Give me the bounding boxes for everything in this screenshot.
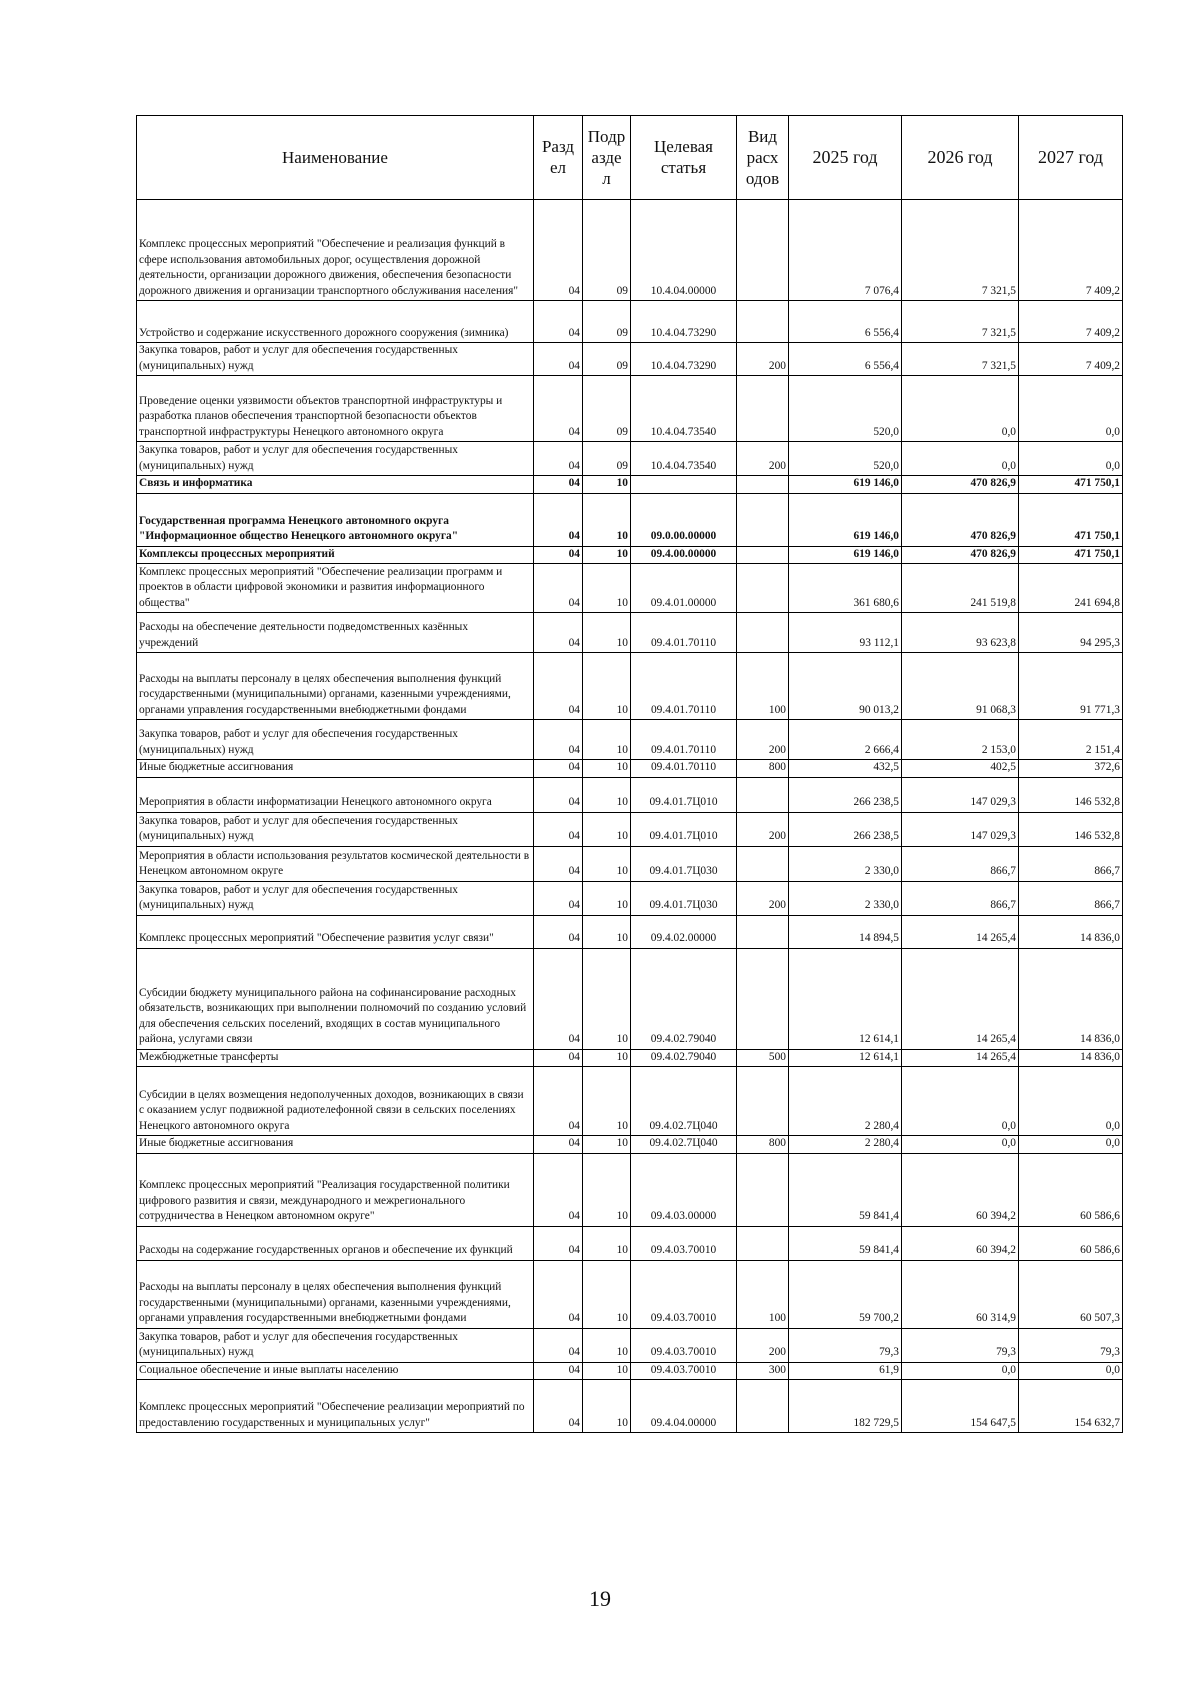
cell-razdel: 04: [534, 653, 583, 720]
cell-vid: 300: [737, 1362, 789, 1380]
cell-2026: 14 265,4: [902, 915, 1019, 948]
cell-2025: 619 146,0: [789, 546, 902, 564]
cell-2026: 7 321,5: [902, 343, 1019, 376]
table-row: [137, 476, 1123, 494]
cell-podrazdel: 10: [583, 1380, 631, 1433]
cell-podrazdel: 10: [583, 881, 631, 915]
cell-vid: 100: [737, 653, 789, 720]
cell-podrazdel: 10: [583, 1136, 631, 1154]
cell-2026: 154 647,5: [902, 1380, 1019, 1433]
cell-podrazdel: 10: [583, 777, 631, 812]
cell-vid: 200: [737, 812, 789, 846]
cell-2025: 2 280,4: [789, 1067, 902, 1136]
cell-razdel: 04: [534, 1067, 583, 1136]
cell-article: 09.4.01.70110: [631, 720, 737, 760]
cell-2026: 60 394,2: [902, 1226, 1019, 1260]
header-vid: [737, 116, 789, 200]
cell-podrazdel: 10: [583, 915, 631, 948]
cell-podrazdel: 10: [583, 1226, 631, 1260]
cell-article: [631, 476, 737, 494]
table-row: [137, 948, 1123, 1049]
cell-podrazdel: 10: [583, 1362, 631, 1380]
cell-name: Мероприятия в области информатизации Ненецкого автономного округа: [137, 777, 534, 812]
cell-article: 10.4.04.73540: [631, 376, 737, 442]
cell-2025: 182 729,5: [789, 1380, 902, 1433]
cell-2027: 0,0: [1019, 1067, 1123, 1136]
cell-2027: 79,3: [1019, 1328, 1123, 1362]
table-row: [137, 1328, 1123, 1362]
cell-name: Государственная программа Ненецкого автономного округа "Информационное общество Ненецкого автономного округа": [137, 493, 534, 546]
cell-razdel: 04: [534, 846, 583, 881]
cell-2025: 2 330,0: [789, 846, 902, 881]
cell-podrazdel: 10: [583, 846, 631, 881]
cell-2025: 12 614,1: [789, 1049, 902, 1067]
cell-2025: 7 076,4: [789, 200, 902, 301]
cell-razdel: 04: [534, 376, 583, 442]
cell-2025: 12 614,1: [789, 948, 902, 1049]
cell-2027: 7 409,2: [1019, 200, 1123, 301]
header-vid-line3: одов: [745, 168, 780, 188]
table-row: [137, 1226, 1123, 1260]
cell-razdel: 04: [534, 915, 583, 948]
cell-article: 09.4.03.70010: [631, 1328, 737, 1362]
cell-vid: [737, 846, 789, 881]
cell-vid: [737, 476, 789, 494]
cell-2027: 471 750,1: [1019, 476, 1123, 494]
cell-razdel: 04: [534, 564, 583, 613]
cell-name: Комплекс процессных мероприятий "Обеспечение реализации программ и проектов в области цифровой экономики и развития информационного общества": [137, 564, 534, 613]
cell-article: 10.4.04.73290: [631, 343, 737, 376]
cell-vid: 800: [737, 760, 789, 778]
table-row: [137, 1067, 1123, 1136]
cell-vid: [737, 564, 789, 613]
cell-2026: 241 519,8: [902, 564, 1019, 613]
cell-2025: 90 013,2: [789, 653, 902, 720]
header-razdel: [534, 116, 583, 200]
cell-2027: 14 836,0: [1019, 915, 1123, 948]
cell-name: Закупка товаров, работ и услуг для обеспечения государственных (муниципальных) нужд: [137, 720, 534, 760]
cell-2025: 432,5: [789, 760, 902, 778]
table-row: [137, 1136, 1123, 1154]
cell-2027: 0,0: [1019, 1136, 1123, 1154]
cell-name: Субсидии бюджету муниципального района на софинансирование расходных обязательств, возникающих при выполнении полномочий по созданию условий для обеспечения сельских поселений, входящих в состав муниципального района, услугами связи: [137, 948, 534, 1049]
table-row: [137, 846, 1123, 881]
cell-razdel: 04: [534, 546, 583, 564]
cell-2027: 0,0: [1019, 376, 1123, 442]
table-row: [137, 564, 1123, 613]
cell-vid: [737, 493, 789, 546]
table-body: [137, 200, 1123, 1433]
cell-name: Иные бюджетные ассигнования: [137, 1136, 534, 1154]
table-row: [137, 881, 1123, 915]
cell-article: 09.4.04.00000: [631, 1380, 737, 1433]
cell-razdel: 04: [534, 1380, 583, 1433]
cell-2025: 266 238,5: [789, 812, 902, 846]
cell-name: Комплекс процессных мероприятий "Обеспечение развития услуг связи": [137, 915, 534, 948]
table-row: [137, 915, 1123, 948]
cell-name: Комплекс процессных мероприятий "Реализация государственной политики цифрового развития и связи, международного и межрегионального сотрудничества в Ненецком автономном округе": [137, 1153, 534, 1226]
cell-name: Иные бюджетные ассигнования: [137, 760, 534, 778]
cell-2026: 147 029,3: [902, 812, 1019, 846]
cell-razdel: 04: [534, 1260, 583, 1328]
cell-vid: [737, 200, 789, 301]
cell-name: Закупка товаров, работ и услуг для обеспечения государственных (муниципальных) нужд: [137, 343, 534, 376]
cell-2026: 0,0: [902, 1362, 1019, 1380]
cell-article: 10.4.04.73540: [631, 442, 737, 476]
cell-podrazdel: 10: [583, 1328, 631, 1362]
cell-2025: 61,9: [789, 1362, 902, 1380]
cell-podrazdel: 10: [583, 812, 631, 846]
cell-name: Комплекс процессных мероприятий "Обеспечение и реализация функций в сфере использования автомобильных дорог, осуществления дорожной деятельности, организации дорожного движения, обеспечения безопасности дорожного движения и организации транспортного обслуживания населения": [137, 200, 534, 301]
header-article-line2: статья: [660, 158, 707, 177]
cell-podrazdel: 10: [583, 493, 631, 546]
cell-2025: 2 666,4: [789, 720, 902, 760]
table-row: [137, 1362, 1123, 1380]
cell-vid: [737, 777, 789, 812]
cell-2026: 470 826,9: [902, 476, 1019, 494]
table-row: [137, 493, 1123, 546]
cell-2027: 146 532,8: [1019, 812, 1123, 846]
cell-2025: 266 238,5: [789, 777, 902, 812]
cell-razdel: 04: [534, 476, 583, 494]
table-row: [137, 301, 1123, 343]
cell-2027: 372,6: [1019, 760, 1123, 778]
cell-razdel: 04: [534, 812, 583, 846]
header-podrazdel-line1: Подр: [587, 126, 626, 146]
cell-article: 09.4.00.00000: [631, 546, 737, 564]
cell-2025: 619 146,0: [789, 493, 902, 546]
table-row: [137, 777, 1123, 812]
cell-2025: 59 841,4: [789, 1226, 902, 1260]
cell-name: Закупка товаров, работ и услуг для обеспечения государственных (муниципальных) нужд: [137, 1328, 534, 1362]
table-row: [137, 442, 1123, 476]
cell-razdel: 04: [534, 613, 583, 653]
header-year-2025: 2025 год: [789, 116, 902, 200]
cell-2027: 0,0: [1019, 1362, 1123, 1380]
cell-vid: 500: [737, 1049, 789, 1067]
header-name: Наименование: [137, 116, 534, 200]
cell-2026: 14 265,4: [902, 948, 1019, 1049]
cell-podrazdel: 10: [583, 653, 631, 720]
cell-article: 09.4.02.79040: [631, 1049, 737, 1067]
table-row: [137, 343, 1123, 376]
cell-podrazdel: 10: [583, 1260, 631, 1328]
cell-name: Закупка товаров, работ и услуг для обеспечения государственных (муниципальных) нужд: [137, 881, 534, 915]
cell-article: 09.4.03.70010: [631, 1226, 737, 1260]
cell-vid: [737, 613, 789, 653]
cell-2025: 93 112,1: [789, 613, 902, 653]
cell-name: Комплекс процессных мероприятий "Обеспечение реализации мероприятий по предоставлению государственных и муниципальных услуг": [137, 1380, 534, 1433]
cell-2025: 520,0: [789, 442, 902, 476]
cell-vid: [737, 1380, 789, 1433]
cell-vid: [737, 1226, 789, 1260]
cell-2026: 2 153,0: [902, 720, 1019, 760]
cell-vid: [737, 301, 789, 343]
cell-razdel: 04: [534, 442, 583, 476]
cell-2027: 14 836,0: [1019, 1049, 1123, 1067]
cell-2026: 0,0: [902, 376, 1019, 442]
cell-vid: 200: [737, 720, 789, 760]
cell-razdel: 04: [534, 1049, 583, 1067]
cell-2027: 471 750,1: [1019, 546, 1123, 564]
cell-razdel: 04: [534, 301, 583, 343]
cell-2027: 60 586,6: [1019, 1153, 1123, 1226]
cell-2027: 866,7: [1019, 846, 1123, 881]
table-row: [137, 1153, 1123, 1226]
header-podrazdel: [583, 116, 631, 200]
header-razdel-line2: ел: [549, 158, 567, 177]
header-year-2026: 2026 год: [902, 116, 1019, 200]
cell-vid: [737, 1067, 789, 1136]
cell-name: Закупка товаров, работ и услуг для обеспечения государственных (муниципальных) нужд: [137, 812, 534, 846]
cell-2027: 866,7: [1019, 881, 1123, 915]
cell-vid: [737, 1153, 789, 1226]
cell-2025: 14 894,5: [789, 915, 902, 948]
cell-2026: 93 623,8: [902, 613, 1019, 653]
cell-razdel: 04: [534, 493, 583, 546]
cell-vid: 200: [737, 881, 789, 915]
cell-podrazdel: 10: [583, 1067, 631, 1136]
cell-vid: 200: [737, 1328, 789, 1362]
cell-vid: 800: [737, 1136, 789, 1154]
cell-article: 09.4.01.70110: [631, 760, 737, 778]
cell-vid: [737, 948, 789, 1049]
cell-article: 09.4.02.7Ц040: [631, 1067, 737, 1136]
cell-name: Расходы на выплаты персоналу в целях обеспечения выполнения функций государственными (муниципальными) органами, казенными учреждениями, органами управления государственными внебюджетными фондами: [137, 1260, 534, 1328]
cell-2026: 402,5: [902, 760, 1019, 778]
cell-article: 09.4.03.70010: [631, 1260, 737, 1328]
page-number: 19: [589, 1586, 611, 1611]
cell-name: Расходы на выплаты персоналу в целях обеспечения выполнения функций государственными (муниципальными) органами, казенными учреждениями, органами управления государственными внебюджетными фондами: [137, 653, 534, 720]
table-row: [137, 1260, 1123, 1328]
cell-article: 09.4.01.7Ц010: [631, 777, 737, 812]
cell-name: Расходы на обеспечение деятельности подведомственных казённых учреждений: [137, 613, 534, 653]
table-row: [137, 200, 1123, 301]
header-vid-line2: расх: [746, 147, 779, 167]
cell-name: Проведение оценки уязвимости объектов транспортной инфраструктуры и разработка планов обеспечения транспортной безопасности объектов транспортной инфраструктуры Ненецкого автономного округа: [137, 376, 534, 442]
cell-name: Комплексы процессных мероприятий: [137, 546, 534, 564]
cell-podrazdel: 10: [583, 546, 631, 564]
table-row: [137, 613, 1123, 653]
table-row: [137, 1049, 1123, 1067]
cell-2027: 146 532,8: [1019, 777, 1123, 812]
cell-2027: 7 409,2: [1019, 301, 1123, 343]
cell-name: Связь и информатика: [137, 476, 534, 494]
cell-podrazdel: 09: [583, 343, 631, 376]
cell-2026: 60 394,2: [902, 1153, 1019, 1226]
cell-name: Субсидии в целях возмещения недополученных доходов, возникающих в связи с оказанием услуг подвижной радиотелефонной связи в сельских поселениях Ненецкого автономного округа: [137, 1067, 534, 1136]
header-vid-line1: Вид: [747, 126, 778, 146]
cell-2027: 2 151,4: [1019, 720, 1123, 760]
budget-table: [136, 115, 1123, 1433]
cell-razdel: 04: [534, 881, 583, 915]
cell-vid: 200: [737, 442, 789, 476]
cell-article: 09.4.01.70110: [631, 653, 737, 720]
cell-2026: 91 068,3: [902, 653, 1019, 720]
cell-2027: 471 750,1: [1019, 493, 1123, 546]
cell-2025: 6 556,4: [789, 301, 902, 343]
cell-article: 09.4.02.7Ц040: [631, 1136, 737, 1154]
cell-name: Расходы на содержание государственных органов и обеспечение их функций: [137, 1226, 534, 1260]
header-article-line1: Целевая: [653, 137, 714, 156]
cell-article: 09.4.02.00000: [631, 915, 737, 948]
table-header-row: [137, 116, 1123, 200]
cell-razdel: 04: [534, 1328, 583, 1362]
cell-podrazdel: 09: [583, 442, 631, 476]
cell-razdel: 04: [534, 948, 583, 1049]
cell-razdel: 04: [534, 720, 583, 760]
cell-article: 09.4.01.7Ц030: [631, 881, 737, 915]
cell-podrazdel: 09: [583, 301, 631, 343]
cell-name: Межбюджетные трансферты: [137, 1049, 534, 1067]
header-razdel-line1: Разд: [541, 137, 575, 156]
cell-2026: 0,0: [902, 442, 1019, 476]
cell-vid: [737, 915, 789, 948]
cell-article: 09.4.03.00000: [631, 1153, 737, 1226]
cell-article: 09.4.01.7Ц010: [631, 812, 737, 846]
cell-2026: 866,7: [902, 881, 1019, 915]
cell-2026: 866,7: [902, 846, 1019, 881]
cell-2026: 0,0: [902, 1067, 1019, 1136]
cell-2025: 361 680,6: [789, 564, 902, 613]
cell-podrazdel: 10: [583, 1153, 631, 1226]
cell-2025: 2 330,0: [789, 881, 902, 915]
cell-vid: [737, 546, 789, 564]
cell-2026: 79,3: [902, 1328, 1019, 1362]
cell-vid: 100: [737, 1260, 789, 1328]
cell-article: 10.4.04.73290: [631, 301, 737, 343]
cell-2027: 94 295,3: [1019, 613, 1123, 653]
cell-2027: 60 586,6: [1019, 1226, 1123, 1260]
cell-razdel: 04: [534, 200, 583, 301]
cell-2027: 7 409,2: [1019, 343, 1123, 376]
cell-podrazdel: 09: [583, 200, 631, 301]
header-year-2027: 2027 год: [1019, 116, 1123, 200]
table-row: [137, 812, 1123, 846]
cell-2026: 60 314,9: [902, 1260, 1019, 1328]
cell-article: 09.4.02.79040: [631, 948, 737, 1049]
cell-podrazdel: 10: [583, 760, 631, 778]
cell-article: 09.4.01.00000: [631, 564, 737, 613]
table-row: [137, 1380, 1123, 1433]
table-row: [137, 720, 1123, 760]
cell-razdel: 04: [534, 1153, 583, 1226]
cell-2027: 14 836,0: [1019, 948, 1123, 1049]
cell-razdel: 04: [534, 343, 583, 376]
cell-podrazdel: 10: [583, 564, 631, 613]
cell-name: Устройство и содержание искусственного дорожного сооружения (зимника): [137, 301, 534, 343]
cell-2025: 59 700,2: [789, 1260, 902, 1328]
cell-2026: 0,0: [902, 1136, 1019, 1154]
cell-article: 09.4.01.7Ц030: [631, 846, 737, 881]
cell-2025: 79,3: [789, 1328, 902, 1362]
cell-2025: 6 556,4: [789, 343, 902, 376]
table-row: [137, 760, 1123, 778]
table-row: [137, 376, 1123, 442]
cell-podrazdel: 10: [583, 476, 631, 494]
cell-2025: 2 280,4: [789, 1136, 902, 1154]
cell-podrazdel: 10: [583, 720, 631, 760]
table-row: [137, 653, 1123, 720]
cell-2026: 7 321,5: [902, 200, 1019, 301]
header-article: [631, 116, 737, 200]
cell-article: 09.4.03.70010: [631, 1362, 737, 1380]
cell-name: Социальное обеспечение и иные выплаты населению: [137, 1362, 534, 1380]
cell-razdel: 04: [534, 777, 583, 812]
cell-podrazdel: 10: [583, 948, 631, 1049]
cell-name: Мероприятия в области использования результатов космической деятельности в Ненецком автономном округе: [137, 846, 534, 881]
cell-article: 10.4.04.00000: [631, 200, 737, 301]
cell-2027: 91 771,3: [1019, 653, 1123, 720]
cell-article: 09.0.00.00000: [631, 493, 737, 546]
cell-2027: 154 632,7: [1019, 1380, 1123, 1433]
cell-2026: 470 826,9: [902, 546, 1019, 564]
cell-2027: 241 694,8: [1019, 564, 1123, 613]
header-podrazdel-line2: азде: [591, 147, 622, 167]
cell-2026: 7 321,5: [902, 301, 1019, 343]
header-podrazdel-line3: л: [602, 168, 611, 188]
cell-2026: 147 029,3: [902, 777, 1019, 812]
cell-razdel: 04: [534, 1136, 583, 1154]
cell-2025: 520,0: [789, 376, 902, 442]
cell-podrazdel: 09: [583, 376, 631, 442]
cell-2027: 0,0: [1019, 442, 1123, 476]
cell-podrazdel: 10: [583, 1049, 631, 1067]
cell-2027: 60 507,3: [1019, 1260, 1123, 1328]
cell-article: 09.4.01.70110: [631, 613, 737, 653]
cell-razdel: 04: [534, 1362, 583, 1380]
cell-vid: 200: [737, 343, 789, 376]
cell-razdel: 04: [534, 760, 583, 778]
cell-name: Закупка товаров, работ и услуг для обеспечения государственных (муниципальных) нужд: [137, 442, 534, 476]
cell-razdel: 04: [534, 1226, 583, 1260]
cell-vid: [737, 376, 789, 442]
cell-2026: 470 826,9: [902, 493, 1019, 546]
cell-2026: 14 265,4: [902, 1049, 1019, 1067]
cell-2025: 59 841,4: [789, 1153, 902, 1226]
cell-2025: 619 146,0: [789, 476, 902, 494]
table-row: [137, 546, 1123, 564]
cell-podrazdel: 10: [583, 613, 631, 653]
